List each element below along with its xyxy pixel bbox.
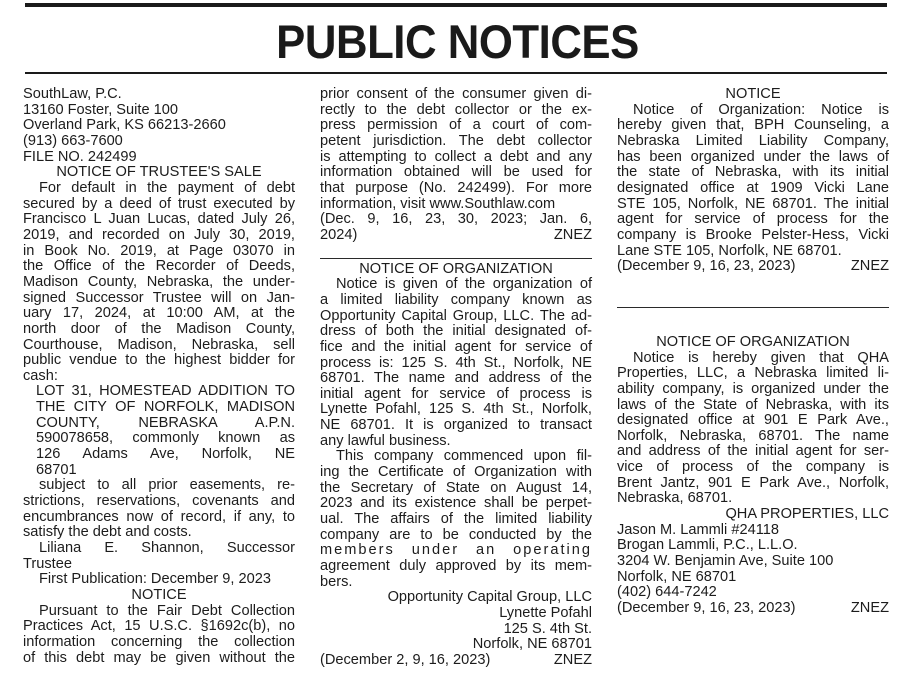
body-line: is attempting to collect a debt and any <box>320 148 592 165</box>
firm-block <box>23 87 295 165</box>
attorney-line: Norfolk, NE 68701 <box>617 568 737 585</box>
publication-dates: (December 2, 9, 16, 2023) <box>320 651 491 668</box>
notice-bph-counseling <box>617 87 889 275</box>
attorney-line: Jason M. Lammli #24118 <box>617 521 779 538</box>
notice-fdcpa <box>23 588 295 666</box>
body-line: This company commenced upon fil- <box>336 448 592 465</box>
signature-line: Lynette Pofahl <box>499 605 592 621</box>
attorney-line: Brogan Lammli, P.C., L.L.O. <box>617 537 798 554</box>
subject-line: strictions, reservations, covenants and <box>23 493 295 510</box>
body-line: the Office of the Recorder of Deeds, <box>23 258 295 275</box>
subject-clause <box>23 478 295 541</box>
publication-dates: (December 9, 16, 23, 2023) <box>617 600 796 617</box>
column-2 <box>320 87 592 669</box>
body-line: Brent Jantz, 901 E Park Ave., Norfolk, <box>617 474 889 491</box>
attorney-block <box>617 523 889 601</box>
publication-code: ZNEZ <box>850 600 889 617</box>
body-line: Notice is hereby given that QHA <box>633 349 889 366</box>
body-line: designated office at 1909 Vicki Lane <box>617 179 889 196</box>
publication-footer <box>320 228 592 244</box>
body-line: hereby given that, BPH Counseling, a <box>617 117 889 134</box>
signature-line: 125 S. 4th St. <box>503 620 592 637</box>
website-line: information, visit www.Southlaw.com <box>320 195 556 212</box>
subject-line: subject to all prior easements, re- <box>39 477 295 494</box>
publication-code: ZNEZ <box>553 651 592 668</box>
body-line: Nebraska, 68701. <box>617 490 733 507</box>
body-line: agreement duly approved by its mem- <box>320 558 592 575</box>
publication-code: ZNEZ <box>850 258 889 275</box>
legal-line: COUNTY, NEBRASKA A.P.N. <box>36 414 295 431</box>
body-line: fice and the initial agent for service of <box>320 338 592 355</box>
body-line: signed Successor Trustee will on Jan- <box>23 289 295 306</box>
body-line: any lawful business. <box>320 432 451 449</box>
body-line: rectly to the debt collector or the ex- <box>320 101 592 118</box>
body-line: 68701. The name and address of the <box>320 370 592 387</box>
publication-dates: (December 9, 16, 23, 2023) <box>617 258 796 275</box>
body-line: public vendue to the highest bidder for <box>23 352 295 369</box>
firm-address: 13160 Foster, Suite 100 <box>23 101 178 118</box>
body-line: ing the Certificate of Organization with <box>320 464 592 481</box>
notice-heading: NOTICE OF ORGANIZATION <box>656 333 850 350</box>
notice-qha-properties <box>617 335 889 617</box>
body-line: cash: <box>23 367 58 384</box>
notice-heading: NOTICE <box>131 587 187 603</box>
body-line: company is Brooke Pelster-Hess, Vicki <box>617 226 889 243</box>
body-line: information obtained will be used for <box>320 164 592 181</box>
notice-heading: NOTICE OF ORGANIZATION <box>359 260 553 277</box>
spacer <box>617 308 889 335</box>
body-line: Courthouse, Madison, Nebraska, sell <box>23 336 295 353</box>
body-line: process is: 125 S. 4th St., Norfolk, NE <box>320 354 592 371</box>
body-line: Francisco L Juan Lucas, dated July 26, <box>23 211 295 228</box>
firm-phone: (913) 663-7600 <box>23 132 123 149</box>
body-line: ual. The affairs of the limited liability <box>320 511 592 528</box>
publication-footer <box>320 653 592 669</box>
body-line: north door of the Madison County, <box>23 320 295 337</box>
firm-name: SouthLaw, P.C. <box>23 86 122 102</box>
subject-line: satisfy the debt and costs. <box>23 524 192 541</box>
first-publication: First Publication: December 9, 2023 <box>39 571 271 588</box>
body-line: that purpose (No. 242499). For more <box>320 179 592 196</box>
body-line: Opportunity Capital Group, LLC. The ad- <box>320 307 592 324</box>
signature-block <box>320 590 592 653</box>
body-line: uary 17, 2024, at 10:00 AM, at the <box>23 305 295 322</box>
spacer <box>617 275 889 307</box>
publication-footer <box>617 601 889 617</box>
legal-line: THE CITY OF NORFOLK, MADISON <box>36 399 295 416</box>
file-number: FILE NO. 242499 <box>23 148 137 165</box>
body-line: 2019, and recorded on July 30, 2019, <box>23 226 295 243</box>
subject-line: encumbrances now of record, if any, to <box>23 508 295 525</box>
body-line: Nebraska Limited Liability Company, <box>617 132 889 149</box>
body-line: STE 105, Norfolk, NE 68701. The initial <box>617 195 889 212</box>
body-line: Pursuant to the Fair Debt Collection <box>39 602 295 619</box>
body-line: Practices Act, 15 U.S.C. §1692c(b), no <box>23 618 295 635</box>
body-line: ability company, is organized under the <box>617 380 889 397</box>
firm-city: Overland Park, KS 66213-2660 <box>23 117 226 134</box>
column-3 <box>617 87 889 617</box>
legal-line: LOT 31, HOMESTEAD ADDITION TO <box>36 383 295 400</box>
body-line: prior consent of the consumer given di- <box>320 86 592 102</box>
body-line: the state of Nebraska, with its initial <box>617 164 889 181</box>
body-line: For default in the payment of debt <box>39 179 295 196</box>
notice-heading: NOTICE OF TRUSTEE'S SALE <box>56 164 262 181</box>
notice-body <box>23 181 295 385</box>
body-line: press permission of a court of com- <box>320 117 592 134</box>
signer-line: Trustee <box>23 555 72 572</box>
page-title: PUBLIC NOTICES <box>276 15 639 68</box>
column-1 <box>23 87 295 666</box>
legal-line: 590078658, commonly known as <box>36 430 295 447</box>
body-line: members under an operating <box>320 542 592 559</box>
notice-trustee-sale <box>23 87 295 588</box>
body-line: in Book No. 2019, at Page 03070 in <box>23 242 295 259</box>
publication-footer <box>617 259 889 275</box>
notice-fdcpa-continued <box>320 87 592 244</box>
body-line: initial agent for service of process is <box>320 385 592 402</box>
legal-line: 68701 <box>36 461 77 478</box>
spacer <box>320 244 592 258</box>
body-line: information concerning the collection <box>23 633 295 650</box>
legal-line: 126 Adams Ave, Norfolk, NE <box>36 446 295 463</box>
body-line: dress of both the initial designated of- <box>320 323 592 340</box>
body-line: Lane STE 105, Norfolk, NE 68701. <box>617 242 842 259</box>
body-line: a limited liability company known as <box>320 291 592 308</box>
body-line: company are to be conducted by the <box>320 526 592 543</box>
body-line: Properties, LLC, a Nebraska limited li- <box>617 365 889 382</box>
body-line: bers. <box>320 573 353 590</box>
notice-heading: NOTICE <box>725 86 781 102</box>
body-line: Notice is given of the organization of <box>336 276 592 293</box>
attorney-line: (402) 644-7242 <box>617 584 717 601</box>
body-line: petent jurisdiction. The debt collector <box>320 132 592 149</box>
attorney-line: 3204 W. Benjamin Ave, Suite 100 <box>617 553 834 570</box>
body-line: has been organized under the laws of <box>617 148 889 165</box>
body-line: designated office at 901 E Park Ave., <box>617 412 889 429</box>
body-line: agent for service of process for the <box>617 211 889 228</box>
company-name: QHA PROPERTIES, LLC <box>725 506 889 523</box>
signer-line: Liliana E. Shannon, Successor <box>39 540 295 557</box>
masthead-bottom-rule <box>25 72 887 74</box>
body-line: Notice of Organization: Notice is <box>633 101 889 118</box>
body-line: secured by a deed of trust executed by <box>23 195 295 212</box>
signature-line: Opportunity Capital Group, LLC <box>387 589 592 606</box>
body-line: and address of the initial agent for ser- <box>617 443 889 460</box>
body-line: vice of process of the company is <box>617 459 889 476</box>
body-line: the Secretary of State on August 14, <box>320 479 592 496</box>
body-line: 2023 and its existence shall be perpet- <box>320 495 592 512</box>
signer <box>23 541 295 572</box>
body-line: of this debt may be given without the <box>23 649 295 666</box>
body-line: laws of the State of Nebraska, with its <box>617 396 889 413</box>
body-line: NE 68701. It is organized to transact <box>320 417 592 434</box>
notice-org-opportunity <box>320 262 592 669</box>
signature-line: Norfolk, NE 68701 <box>472 636 592 653</box>
body-line: Madison County, Nebraska, the under- <box>23 273 295 290</box>
legal-description <box>23 384 295 478</box>
body-line: Lynette Pofahl, 125 S. 4th St., Norfolk, <box>320 401 592 418</box>
publication-code: ZNEZ <box>553 226 592 243</box>
publication-dates: (Dec. 9, 16, 23, 30, 2023; Jan. 6, <box>320 211 592 228</box>
publication-dates-end: 2024) <box>320 226 358 243</box>
masthead-top-rule <box>25 3 887 7</box>
body-line: Norfolk, Nebraska, 68701. The name <box>617 427 889 444</box>
